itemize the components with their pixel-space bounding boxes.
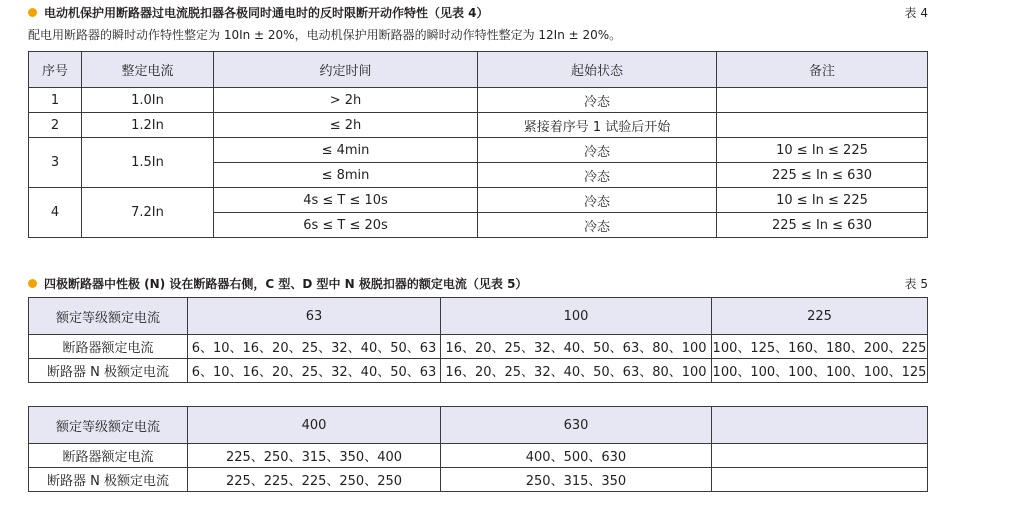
row-label-grade: 额定等级额定电流 — [29, 298, 188, 335]
cell-time: > 2h — [214, 88, 478, 113]
cell-breaker — [712, 444, 928, 468]
cell-current: 7.2In — [82, 188, 214, 238]
cell-remark: 225 ≤ In ≤ 630 — [717, 213, 928, 238]
cell-state: 冷态 — [478, 163, 717, 188]
row-label-n-pole: 断路器 N 极额定电流 — [29, 359, 188, 383]
table-row — [29, 444, 928, 468]
cell-time: ≤ 4min — [214, 138, 478, 163]
cell-no: 4 — [29, 188, 82, 238]
cell-time: ≤ 2h — [214, 113, 478, 138]
cell-current: 1.2In — [82, 113, 214, 138]
table-row — [29, 359, 928, 383]
cell-grade — [712, 407, 928, 444]
section-4-heading — [28, 4, 928, 21]
table-row — [29, 88, 928, 113]
cell-time: 4s ≤ T ≤ 10s — [214, 188, 478, 213]
cell-n-pole: 100、100、100、100、100、125 — [712, 359, 928, 383]
cell-no: 3 — [29, 138, 82, 188]
header-current: 整定电流 — [82, 52, 214, 88]
table-row — [29, 468, 928, 492]
cell-state: 冷态 — [478, 213, 717, 238]
cell-grade: 225 — [712, 298, 928, 335]
bullet-icon — [28, 279, 37, 288]
cell-grade: 100 — [441, 298, 712, 335]
cell-breaker: 100、125、160、180、200、225 — [712, 335, 928, 359]
table-4-tag: 表 4 — [904, 6, 928, 20]
cell-remark: 225 ≤ In ≤ 630 — [717, 163, 928, 188]
row-label-breaker: 断路器额定电流 — [29, 444, 188, 468]
table-row — [29, 298, 928, 335]
cell-grade: 630 — [441, 407, 712, 444]
cell-state: 冷态 — [478, 138, 717, 163]
row-label-grade: 额定等级额定电流 — [29, 407, 188, 444]
header-remark: 备注 — [717, 52, 928, 88]
cell-remark: 10 ≤ In ≤ 225 — [717, 188, 928, 213]
cell-state: 冷态 — [478, 88, 717, 113]
cell-no: 1 — [29, 88, 82, 113]
header-no: 序号 — [29, 52, 82, 88]
row-label-n-pole: 断路器 N 极额定电流 — [29, 468, 188, 492]
section-4-title: 电动机保护用断路器过电流脱扣器各极同时通电时的反时限断开动作特性（见表 4） — [44, 6, 489, 20]
cell-current: 1.5In — [82, 138, 214, 188]
table-5-part-b — [28, 406, 928, 492]
cell-time: ≤ 8min — [214, 163, 478, 188]
cell-breaker: 6、10、16、20、25、32、40、50、63 — [188, 335, 441, 359]
cell-remark: 10 ≤ In ≤ 225 — [717, 138, 928, 163]
cell-n-pole: 16、20、25、32、40、50、63、80、100 — [441, 359, 712, 383]
cell-no: 2 — [29, 113, 82, 138]
cell-remark — [717, 88, 928, 113]
cell-n-pole: 250、315、350 — [441, 468, 712, 492]
cell-grade: 63 — [188, 298, 441, 335]
cell-current: 1.0In — [82, 88, 214, 113]
table-5-tag: 表 5 — [904, 277, 928, 291]
table-5-part-a — [28, 297, 928, 383]
cell-grade: 400 — [188, 407, 441, 444]
table-row — [29, 407, 928, 444]
table-row — [29, 188, 928, 213]
section-5-heading — [28, 275, 928, 292]
cell-time: 6s ≤ T ≤ 20s — [214, 213, 478, 238]
section-4-title-wrap — [28, 4, 489, 21]
cell-remark — [717, 113, 928, 138]
table-4-header-row — [29, 52, 928, 88]
header-state: 起始状态 — [478, 52, 717, 88]
cell-n-pole — [712, 468, 928, 492]
cell-state: 冷态 — [478, 188, 717, 213]
cell-n-pole: 6、10、16、20、25、32、40、50、63 — [188, 359, 441, 383]
cell-breaker: 225、250、315、350、400 — [188, 444, 441, 468]
table-row — [29, 335, 928, 359]
row-label-breaker: 断路器额定电流 — [29, 335, 188, 359]
bullet-icon — [28, 8, 37, 17]
cell-breaker: 16、20、25、32、40、50、63、80、100 — [441, 335, 712, 359]
cell-breaker: 400、500、630 — [441, 444, 712, 468]
cell-state: 紧接着序号 1 试验后开始 — [478, 113, 717, 138]
section-5-title: 四极断路器中性极 (N) 设在断路器右侧，C 型、D 型中 N 极脱扣器的额定电流（见表 5） — [44, 277, 528, 291]
table-4 — [28, 51, 928, 238]
table-row — [29, 138, 928, 163]
cell-n-pole: 225、225、225、250、250 — [188, 468, 441, 492]
header-time: 约定时间 — [214, 52, 478, 88]
table-row — [29, 113, 928, 138]
section-5-title-wrap — [28, 275, 527, 292]
section-4-note: 配电用断路器的瞬时动作特性整定为 10In ± 20%，电动机保护用断路器的瞬时动作特性整定为 12In ± 20%。 — [28, 28, 622, 42]
